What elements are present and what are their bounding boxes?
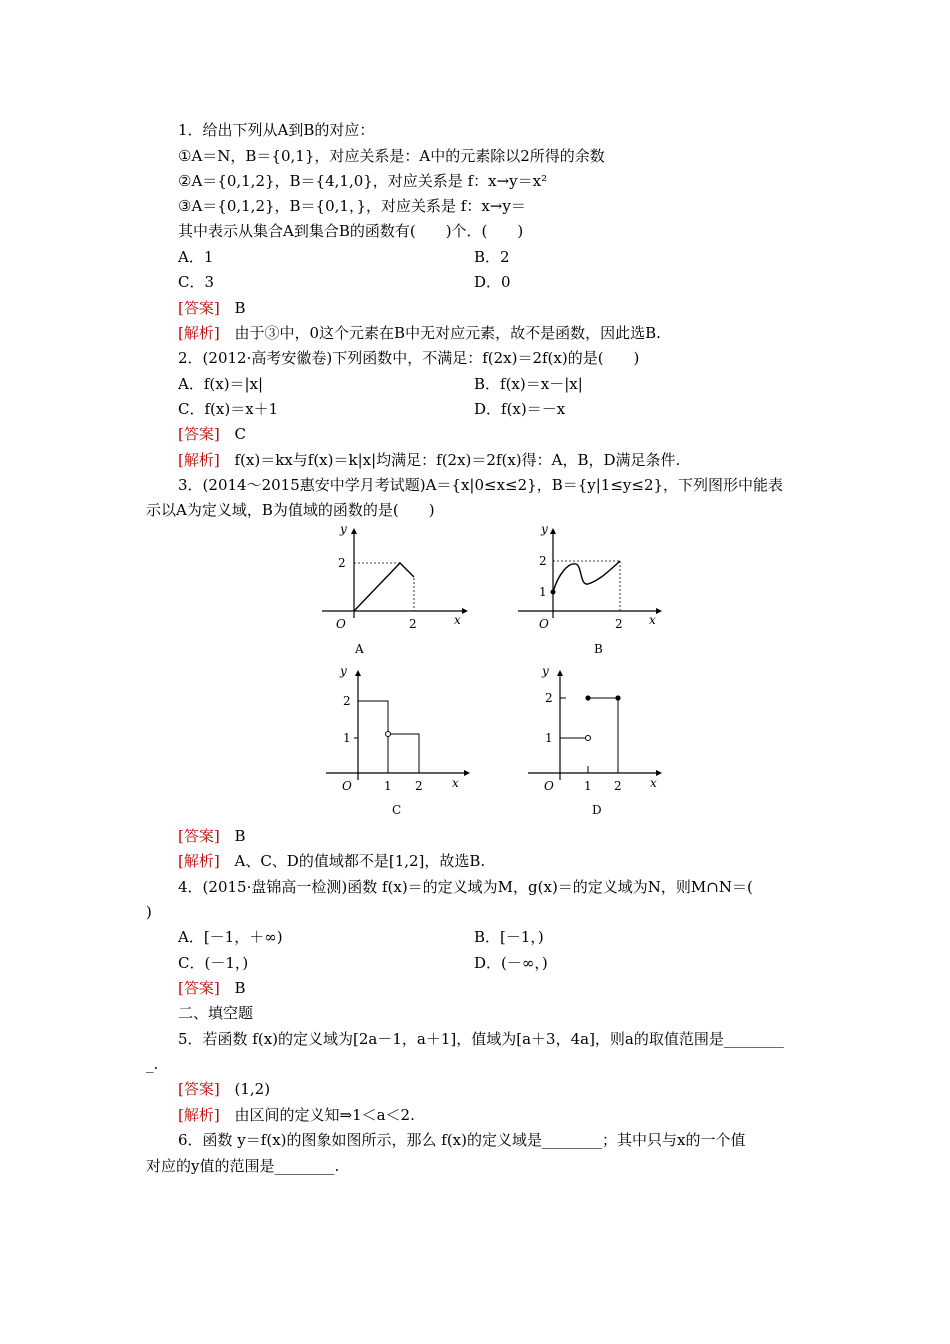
answer-value: B (234, 827, 246, 845)
graph-d (518, 662, 688, 822)
x-label: x (649, 613, 656, 627)
origin-label: O (342, 779, 352, 793)
closed-endpoint (551, 590, 556, 595)
y-label: y (541, 522, 548, 536)
x-axis-arrow (464, 770, 470, 776)
answer-value: C (234, 425, 246, 443)
q2-option-c: C．f(x)＝x＋1 (178, 400, 279, 418)
graph-b (508, 520, 678, 660)
q5-answer (178, 1079, 270, 1101)
q1-question: 其中表示从集合A到集合B的函数有( )个．( ) (178, 222, 524, 240)
open-point (386, 732, 391, 737)
y-tick-2: 2 (539, 554, 547, 568)
y-tick-1: 1 (343, 731, 351, 745)
q1-stem: 1．给出下列从A到B的对应： (178, 121, 375, 139)
closed-point (585, 695, 590, 700)
q1-option-a: A．1 (178, 248, 214, 266)
answer-tag: [答案] (178, 1080, 220, 1098)
q4-stem-line2: ) (146, 903, 152, 921)
analysis-tag: [解析] (178, 852, 220, 870)
step-segment-2 (388, 734, 419, 773)
function-curve (553, 561, 620, 592)
y-axis-arrow (550, 528, 556, 534)
q5-stem-line2: _. (146, 1055, 159, 1073)
q2-answer (178, 424, 246, 446)
x-axis-arrow (462, 608, 468, 614)
y-tick-2: 2 (343, 694, 351, 708)
y-axis-arrow (557, 670, 563, 676)
graph-caption: C (392, 803, 402, 817)
analysis-text: 由于③中，0这个元素在B中无对应元素，故不是函数，因此选B. (234, 324, 661, 342)
q4-option-b: B．[－1，) (474, 928, 544, 946)
answer-value: B (234, 299, 246, 317)
x-axis-arrow (656, 608, 662, 614)
answer-tag: [答案] (178, 299, 220, 317)
q1-option-c: C．3 (178, 273, 215, 291)
answer-tag: [答案] (178, 979, 220, 997)
y-label: y (340, 522, 347, 536)
analysis-tag: [解析] (178, 451, 220, 469)
analysis-text: A、C、D的值域都不是[1,2]，故选B. (234, 852, 486, 870)
q5-analysis (178, 1105, 415, 1127)
origin-label: O (544, 779, 554, 793)
x-tick-1: 1 (384, 779, 392, 793)
x-tick-2: 2 (615, 617, 623, 631)
y-label: y (542, 664, 549, 678)
y-tick-1: 1 (539, 585, 547, 599)
open-point (586, 736, 591, 741)
step-segment-1 (358, 701, 388, 773)
y-axis-arrow (351, 528, 357, 534)
q1-option-b: B．2 (474, 248, 510, 266)
q3-analysis (178, 851, 485, 873)
x-tick-1: 1 (584, 779, 592, 793)
q2-option-b: B．f(x)＝x－|x| (474, 375, 583, 393)
q1-item2: ②A＝{0,1,2}，B＝{4,1,0}，对应关系是 f：x→y＝x² (178, 172, 548, 190)
q1-analysis (178, 323, 661, 345)
q2-analysis (178, 450, 680, 472)
q4-option-c: C．(－1，) (178, 954, 249, 972)
q4-answer (178, 978, 246, 1000)
q1-item1: ①A＝N，B＝{0,1}，对应关系是：A中的元素除以2所得的余数 (178, 147, 605, 165)
answer-tag: [答案] (178, 827, 220, 845)
graph-caption: D (592, 803, 602, 817)
x-tick-2: 2 (409, 617, 417, 631)
analysis-tag: [解析] (178, 324, 220, 342)
origin-label: O (539, 617, 549, 631)
q1-option-d: D．0 (474, 273, 511, 291)
y-axis-arrow (355, 670, 361, 676)
graph-caption: A (355, 642, 364, 656)
x-axis-arrow (656, 770, 662, 776)
q6-stem-line1: 6．函数 y＝f(x)的图象如图所示，那么 f(x)的定义域是________；其中只与x的一个值 (178, 1131, 746, 1149)
q1-answer (178, 298, 246, 320)
q4-option-a: A．[－1，＋∞) (178, 928, 283, 946)
q4-option-d: D．(－∞，) (474, 954, 548, 972)
q2-option-a: A．f(x)＝|x| (178, 375, 264, 393)
answer-value: (1,2) (234, 1080, 271, 1098)
q2-option-d: D．f(x)＝－x (474, 400, 566, 418)
x-label: x (650, 776, 657, 790)
analysis-text: f(x)＝kx与f(x)＝k|x|均满足：f(2x)＝2f(x)得：A，B，D满足条件. (234, 451, 681, 469)
y-tick-2: 2 (545, 691, 553, 705)
analysis-tag: [解析] (178, 1106, 220, 1124)
q6-stem-line2: 对应的y值的范围是________. (146, 1157, 340, 1175)
x-tick-2: 2 (614, 779, 622, 793)
q3-stem-line2: 示以A为定义域，B为值域的函数的是( ) (146, 501, 435, 519)
q5-stem-line1: 5．若函数 f(x)的定义域为[2a－1，a＋1]，值域为[a＋3，4a]，则a的取值范围是________ (178, 1030, 784, 1048)
x-tick-2: 2 (415, 779, 423, 793)
answer-value: B (234, 979, 246, 997)
section-heading: 二、填空题 (178, 1004, 254, 1022)
function-curve (354, 563, 414, 611)
y-tick-2: 2 (338, 556, 346, 570)
q3-stem-line1: 3．(2014～2015惠安中学月考试题)A＝{x|0≤x≤2}，B＝{y|1≤y≤2}，下列图形中能表 (178, 476, 784, 494)
q4-stem-line1: 4．(2015·盘锦高一检测)函数 f(x)＝的定义域为M，g(x)＝的定义域为N，则M∩N＝( (178, 878, 753, 896)
y-tick-1: 1 (545, 731, 553, 745)
origin-label: O (336, 617, 346, 631)
q3-answer (178, 826, 246, 848)
graph-a (312, 520, 482, 660)
q1-item3: ③A＝{0,1,2}，B＝{0,1，}，对应关系是 f：x→y＝ (178, 197, 526, 215)
answer-tag: [答案] (178, 425, 220, 443)
y-label: y (340, 664, 347, 678)
graph-c (318, 662, 488, 822)
x-label: x (452, 776, 459, 790)
graph-caption: B (594, 642, 603, 656)
analysis-text: 由区间的定义知⇒1＜a＜2. (234, 1106, 415, 1124)
q2-stem: 2．(2012·高考安徽卷)下列函数中，不满足：f(2x)＝2f(x)的是( ) (178, 349, 640, 367)
x-label: x (454, 613, 461, 627)
